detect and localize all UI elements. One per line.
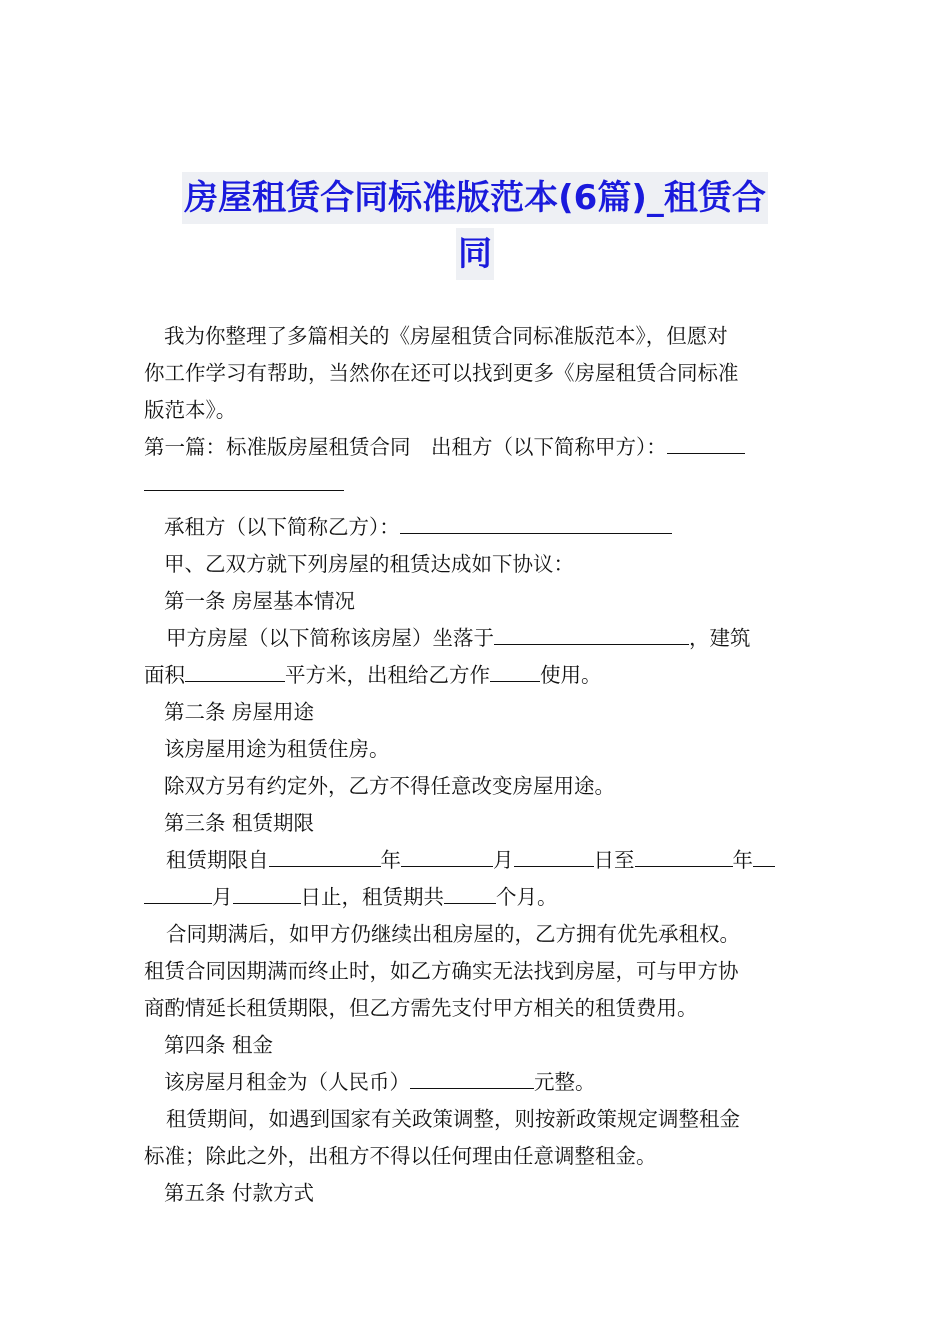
- article3-period-line-2: [144, 879, 808, 916]
- article1-text-b: ，建筑: [689, 626, 751, 650]
- title-line-2: 同: [456, 228, 494, 280]
- day-end-label: 日止，租赁期共: [300, 885, 444, 909]
- end-month-blank-b: [144, 885, 212, 904]
- article3-renew-line-2: 租赁合同因期满而终止时，如乙方确实无法找到房屋，可与甲方协: [144, 959, 739, 983]
- lessee-line: [144, 509, 808, 546]
- months-blank: [444, 885, 496, 904]
- article5-heading: 第五条 付款方式: [164, 1181, 315, 1205]
- day-to-label: 日至: [593, 848, 635, 872]
- year-label: 年: [380, 848, 401, 872]
- lessor-label: 出租方（以下简称甲方）：: [431, 435, 667, 459]
- document-body: [144, 318, 808, 1212]
- article1-text-a: 甲方房屋（以下简称该房屋）坐落于: [166, 626, 494, 650]
- article4-rent-line: [144, 1064, 808, 1101]
- end-day-blank: [233, 885, 301, 904]
- article1-text-e: 使用。: [540, 663, 602, 687]
- article3-renew-line-3: 商酌情延长租赁期限，但乙方需先支付甲方相关的租赁费用。: [144, 996, 698, 1020]
- intro-line-2: 你工作学习有帮助，当然你在还可以找到更多《房屋租赁合同标准: [144, 361, 739, 385]
- document-title: [0, 172, 950, 284]
- rent-blank: [410, 1070, 534, 1089]
- article1-text-c: 面积: [144, 663, 185, 687]
- article1-text-d: 平方米，出租给乙方作: [285, 663, 490, 687]
- months-label: 个月。: [496, 885, 558, 909]
- intro-line-1: 我为你整理了多篇相关的《房屋租赁合同标准版范本》，但愿对: [164, 324, 728, 348]
- article3-heading: 第三条 租赁期限: [164, 811, 315, 835]
- lessor-blank-line: [144, 466, 808, 503]
- lessee-blank: [400, 515, 672, 534]
- article4-adjust-line-2: 标准；除此之外，出租方不得以任何理由任意调整租金。: [144, 1144, 657, 1168]
- article4-adjust-line-1: 租赁期间，如遇到国家有关政策调整，则按新政策规定调整租金: [166, 1107, 740, 1131]
- title-line-1: 房屋租赁合同标准版范本(6篇)_租赁合: [182, 172, 768, 224]
- lessor-blank-b: [144, 472, 344, 491]
- agreement-line: 甲、乙双方就下列房屋的租赁达成如下协议：: [164, 552, 574, 576]
- article2-line-2: 除双方另有约定外，乙方不得任意改变房屋用途。: [164, 774, 615, 798]
- article2-heading: 第二条 房屋用途: [164, 700, 315, 724]
- intro-line-3: 版范本》。: [144, 398, 237, 422]
- article4-heading: 第四条 租金: [164, 1033, 274, 1057]
- rent-label: 该房屋月租金为（人民币）: [164, 1070, 410, 1094]
- end-month-label: 月: [212, 885, 233, 909]
- end-year-label: 年: [732, 848, 753, 872]
- article2-line-1: 该房屋用途为租赁住房。: [164, 737, 390, 761]
- start-year-blank: [269, 848, 381, 867]
- start-day-blank: [514, 848, 594, 867]
- end-year-blank: [635, 848, 733, 867]
- chapter1-heading: 第一篇：标准版房屋租赁合同: [144, 435, 411, 459]
- area-blank: [185, 663, 285, 682]
- article3-renew-line-1: 合同期满后，如甲方仍继续出租房屋的，乙方拥有优先承租权。: [166, 922, 740, 946]
- start-month-blank: [401, 848, 493, 867]
- article1-line-2: [144, 657, 808, 694]
- lessor-blank-a: [667, 435, 745, 454]
- article1-heading: 第一条 房屋基本情况: [164, 589, 356, 613]
- usage-blank: [490, 663, 540, 682]
- chapter1-heading-line: [144, 429, 808, 466]
- lessee-label: 承租方（以下简称乙方）：: [164, 515, 400, 539]
- rent-suffix: 元整。: [534, 1070, 596, 1094]
- article3-period-line-1: [144, 842, 808, 879]
- period-label: 租赁期限自: [166, 848, 269, 872]
- end-month-blank-a: [753, 848, 775, 867]
- location-blank: [494, 626, 689, 645]
- month-label: 月: [493, 848, 514, 872]
- article1-line-1: [144, 620, 808, 657]
